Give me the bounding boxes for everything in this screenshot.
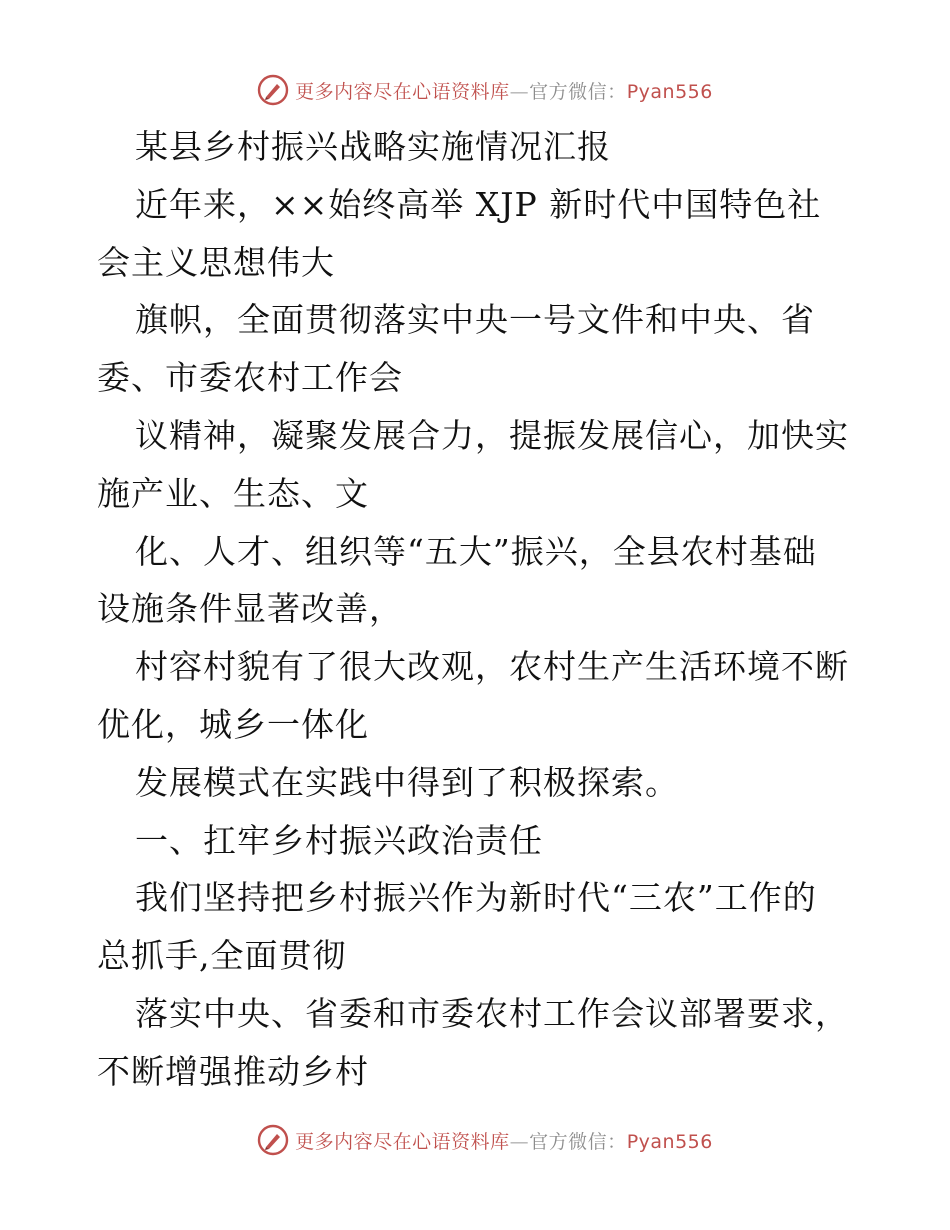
paragraph-line: 发展模式在实践中得到了积极探索。 <box>135 762 679 802</box>
banner-wechat-id: Pyan556 <box>626 1130 713 1153</box>
footer-banner <box>0 1120 950 1160</box>
footer-banner-content <box>257 1124 713 1156</box>
header-banner-text <box>295 77 713 104</box>
banner-separator: — <box>509 1130 530 1153</box>
banner-contact-label: 官方微信： <box>529 80 627 103</box>
footer-banner-text <box>295 1127 713 1154</box>
paragraph-line: 村容村貌有了很大改观，农村生产生活环境不断 <box>135 647 849 687</box>
paragraph-line: 我们坚持把乡村振兴作为新时代“三农”工作的 <box>135 878 817 918</box>
banner-brand: 更多内容尽在心语资料库 <box>295 80 510 103</box>
pen-logo-icon <box>257 1124 289 1156</box>
document-body <box>97 118 857 1101</box>
banner-separator: — <box>509 80 530 103</box>
paragraph-line: 不断增强推动乡村 <box>97 1051 369 1091</box>
paragraph-line: 化、人才、组织等“五大”振兴，全县农村基础 <box>135 531 817 571</box>
paragraph-line: 议精神，凝聚发展合力，提振发展信心，加快实 <box>135 415 849 455</box>
banner-contact-label: 官方微信： <box>529 1130 627 1153</box>
section-heading: 一、扛牢乡村振兴政治责任 <box>135 820 543 860</box>
banner-wechat-id: Pyan556 <box>626 80 713 103</box>
pen-logo-icon <box>257 74 289 106</box>
header-banner <box>0 70 950 110</box>
paragraph-line: 落实中央、省委和市委农村工作会议部署要求， <box>135 993 849 1033</box>
paragraph-line: 优化，城乡一体化 <box>97 704 369 744</box>
document-title: 某县乡村振兴战略实施情况汇报 <box>135 127 611 166</box>
paragraph-line: 委、市委农村工作会 <box>97 358 403 398</box>
paragraph-line: 会主义思想伟大 <box>97 242 335 282</box>
paragraph-line: 近年来，××始终高举 XJP 新时代中国特色社 <box>135 184 822 224</box>
paragraph-line: 设施条件显著改善， <box>97 589 403 629</box>
paragraph-line: 旗帜，全面贯彻落实中央一号文件和中央、省 <box>135 300 815 340</box>
banner-brand: 更多内容尽在心语资料库 <box>295 1130 510 1153</box>
paragraph-line: 施产业、生态、文 <box>97 473 369 513</box>
paragraph-line: 总抓手,全面贯彻 <box>97 936 347 976</box>
header-banner-content <box>257 74 713 106</box>
